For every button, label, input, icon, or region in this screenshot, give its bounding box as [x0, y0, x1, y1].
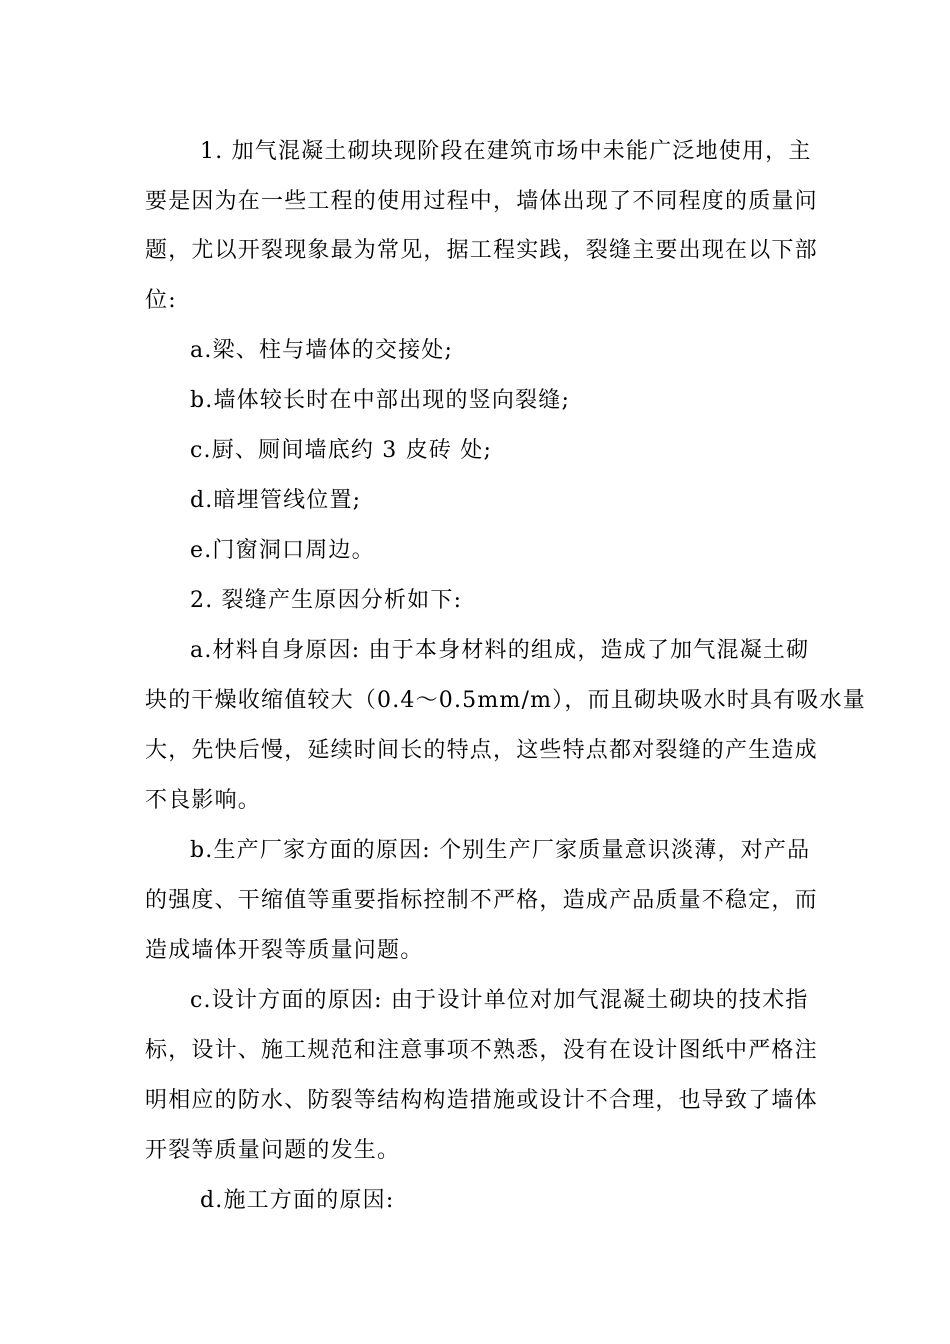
list-item-e: e.门窗洞口周边。: [190, 538, 375, 563]
cause-b-line-2: 的强度、干缩值等重要指标控制不严格，造成产品质量不稳定，而: [145, 888, 818, 913]
list-item-b: b.墙体较长时在中部出现的竖向裂缝;: [190, 388, 571, 413]
list-item-d: d.暗埋管线位置;: [190, 488, 362, 513]
cause-c-line-4: 开裂等质量问题的发生。: [145, 1138, 401, 1163]
paragraph-1-line-3: 题，尤以开裂现象最为常见，据工程实践，裂缝主要出现在以下部: [145, 238, 818, 263]
list-item-a: a.梁、柱与墙体的交接处;: [190, 338, 454, 363]
cause-a-line-1: a.材料自身原因: 由于本身材料的组成，造成了加气混凝土砌: [190, 638, 810, 663]
cause-a-line-4: 不良影响。: [145, 788, 262, 813]
cause-a-line-3: 大，先快后慢，延续时间长的特点，这些特点都对裂缝的产生造成: [145, 738, 818, 763]
section-2-heading: 2. 裂缝产生原因分析如下:: [190, 588, 463, 613]
paragraph-1-line-4: 位:: [145, 288, 177, 313]
cause-b-line-3: 造成墙体开裂等质量问题。: [145, 938, 424, 963]
cause-c-line-3: 明相应的防水、防裂等结构构造措施或设计不合理，也导致了墙体: [145, 1088, 818, 1113]
paragraph-1-line-2: 要是因为在一些工程的使用过程中，墙体出现了不同程度的质量问: [145, 189, 818, 214]
cause-d-heading: d.施工方面的原因:: [200, 1188, 395, 1213]
cause-a-line-2: 块的干燥收缩值较大（0.4～0.5mm/m），而且砌块吸水时具有吸水量: [145, 688, 866, 713]
list-item-c: c.厨、厕间墙底约 3 皮砖 处;: [190, 438, 493, 463]
cause-b-line-1: b.生产厂家方面的原因: 个别生产厂家质量意识淡薄，对产品: [190, 838, 811, 863]
cause-c-line-1: c.设计方面的原因: 由于设计单位对加气混凝土砌块的技术指: [190, 988, 809, 1013]
cause-c-line-2: 标，设计、施工规范和注意事项不熟悉，没有在设计图纸中严格注: [145, 1038, 818, 1063]
paragraph-1-line-1: 1. 加气混凝土砌块现阶段在建筑市场中未能广泛地使用，主: [200, 139, 812, 164]
